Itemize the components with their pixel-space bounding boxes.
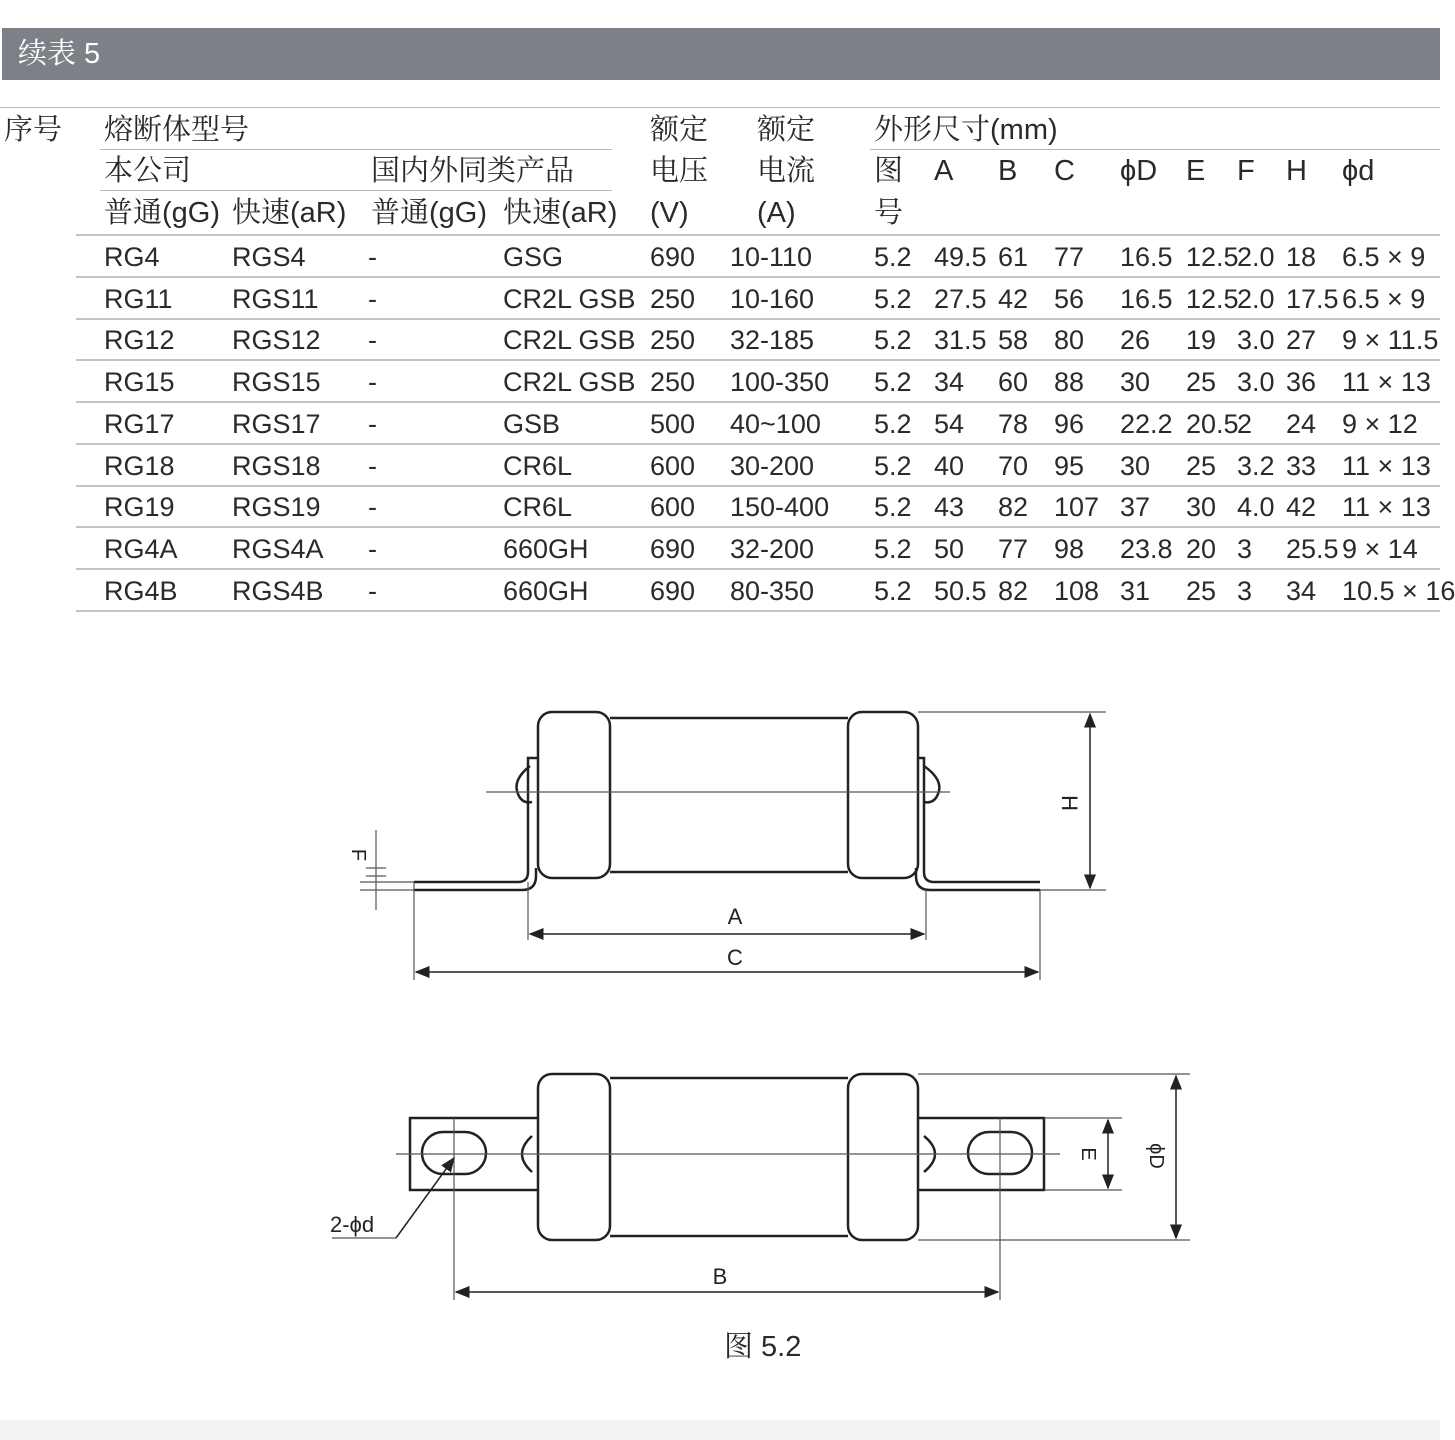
cell-dim-b: 70 bbox=[998, 450, 1029, 481]
row-divider bbox=[76, 401, 1440, 403]
cell-dim-phid-major: 30 bbox=[1120, 367, 1151, 398]
cell-dim-c: 77 bbox=[1054, 242, 1085, 272]
header-dim-phid-minor: ϕd bbox=[1342, 155, 1375, 187]
row-divider bbox=[76, 485, 1440, 487]
cell-similar-normal: - bbox=[368, 533, 377, 564]
header-rule-dims bbox=[870, 149, 1440, 150]
cell-voltage: 250 bbox=[650, 325, 696, 356]
cell-dim-phid-major: 26 bbox=[1120, 325, 1151, 356]
cell-fast-ar: RGS18 bbox=[232, 450, 321, 481]
cell-current: 32-200 bbox=[730, 533, 815, 564]
cell-dim-e: 30 bbox=[1186, 492, 1217, 523]
cell-dim-f: 2 bbox=[1237, 408, 1253, 439]
side-end-cap-right bbox=[848, 712, 918, 878]
header-rule-model bbox=[100, 149, 612, 150]
cell-voltage: 600 bbox=[650, 492, 696, 523]
cell-fast-ar: RGS4 bbox=[232, 242, 306, 272]
fuse-drawing bbox=[300, 690, 1200, 1320]
header-voltage-unit: (V) bbox=[650, 197, 689, 229]
cell-dim-e: 25 bbox=[1186, 367, 1217, 398]
cell-similar-fast: CR6L bbox=[503, 450, 573, 481]
cell-dim-f: 3 bbox=[1237, 533, 1253, 564]
header-similar-products: 国内外同类产品 bbox=[371, 155, 575, 187]
header-dim-e: E bbox=[1186, 155, 1206, 187]
cell-dim-phid-minor: 9 × 12 bbox=[1342, 408, 1418, 439]
cell-fig: 5.2 bbox=[874, 242, 912, 272]
cell-dim-b: 78 bbox=[998, 408, 1029, 439]
side-tag-left-inner bbox=[414, 868, 536, 890]
cell-dim-phid-major: 22.2 bbox=[1120, 408, 1173, 439]
label-h: H bbox=[1057, 795, 1082, 811]
row-divider bbox=[76, 443, 1440, 445]
figure-caption: 图 5.2 bbox=[724, 1331, 802, 1363]
cell-dim-phid-minor: 6.5 × 9 bbox=[1342, 283, 1426, 314]
side-bump-left bbox=[517, 766, 533, 802]
header-fig-2: 号 bbox=[874, 197, 904, 229]
cell-fast-ar: RGS4A bbox=[232, 533, 324, 564]
cell-dim-b: 58 bbox=[998, 325, 1029, 356]
cell-similar-normal: - bbox=[368, 367, 377, 398]
label-c: C bbox=[727, 945, 743, 970]
cell-dim-a: 40 bbox=[934, 450, 965, 481]
cell-dim-phid-minor: 11 × 13 bbox=[1342, 367, 1431, 398]
cell-dim-h: 25.5 bbox=[1286, 533, 1339, 564]
header-voltage-2: 电压 bbox=[650, 155, 709, 187]
cell-normal-gg: RG18 bbox=[104, 450, 175, 481]
cell-normal-gg: RG17 bbox=[104, 408, 175, 439]
cell-current: 80-350 bbox=[730, 575, 815, 606]
cell-dim-f: 4.0 bbox=[1237, 492, 1275, 523]
header-similar-fast-ar: 快速(aR) bbox=[503, 197, 618, 229]
cell-dim-phid-minor: 10.5 × 16 bbox=[1342, 575, 1455, 606]
table-title-bar bbox=[2, 28, 1440, 80]
hole-leader bbox=[396, 1158, 454, 1238]
cell-dim-c: 98 bbox=[1054, 533, 1085, 564]
cell-dim-e: 25 bbox=[1186, 450, 1217, 481]
cell-dim-phid-major: 16.5 bbox=[1120, 242, 1173, 272]
cell-dim-phid-major: 23.8 bbox=[1120, 533, 1173, 564]
cell-dim-c: 107 bbox=[1054, 492, 1100, 523]
cell-normal-gg: RG4 bbox=[104, 242, 160, 272]
top-end-cap-right bbox=[848, 1074, 918, 1240]
cell-dim-e: 20 bbox=[1186, 533, 1217, 564]
cell-dim-b: 77 bbox=[998, 533, 1029, 564]
table-header-rule bbox=[76, 234, 1440, 236]
header-seq: 序号 bbox=[4, 114, 63, 146]
cell-dim-e: 12.5 bbox=[1186, 242, 1239, 272]
row-divider bbox=[76, 526, 1440, 528]
cell-dim-f: 3 bbox=[1237, 575, 1253, 606]
cell-dim-phid-major: 30 bbox=[1120, 450, 1151, 481]
cell-fast-ar: RGS4B bbox=[232, 575, 324, 606]
header-current-2: 电流 bbox=[757, 155, 816, 187]
header-normal-gg: 普通(gG) bbox=[104, 197, 221, 229]
cell-similar-normal: - bbox=[368, 492, 377, 523]
header-dimensions: 外形尺寸(mm) bbox=[874, 114, 1058, 146]
label-a: A bbox=[727, 904, 743, 929]
cell-dim-e: 20.5 bbox=[1186, 408, 1239, 439]
cell-similar-fast: GSB bbox=[503, 408, 561, 439]
cell-dim-f: 3.2 bbox=[1237, 450, 1275, 481]
cell-voltage: 500 bbox=[650, 408, 696, 439]
cell-current: 100-350 bbox=[730, 367, 830, 398]
cell-fast-ar: RGS17 bbox=[232, 408, 321, 439]
cell-fast-ar: RGS19 bbox=[232, 492, 321, 523]
cell-dim-e: 25 bbox=[1186, 575, 1217, 606]
cell-similar-fast: 660GH bbox=[503, 575, 589, 606]
cell-dim-a: 50.5 bbox=[934, 575, 987, 606]
header-fuse-model: 熔断体型号 bbox=[104, 114, 250, 146]
header-current-1: 额定 bbox=[757, 114, 816, 146]
cell-voltage: 690 bbox=[650, 242, 696, 272]
label-e: E bbox=[1077, 1147, 1099, 1161]
cell-dim-e: 12.5 bbox=[1186, 283, 1239, 314]
cell-dim-f: 2.0 bbox=[1237, 283, 1275, 314]
cell-dim-b: 61 bbox=[998, 242, 1029, 272]
cell-similar-normal: - bbox=[368, 575, 377, 606]
cell-current: 10-160 bbox=[730, 283, 815, 314]
cell-similar-fast: CR2L GSB bbox=[503, 283, 636, 314]
cell-normal-gg: RG19 bbox=[104, 492, 175, 523]
cell-current: 40~100 bbox=[730, 408, 821, 439]
cell-dim-a: 34 bbox=[934, 367, 965, 398]
bottom-band bbox=[0, 1420, 1440, 1440]
cell-dim-h: 33 bbox=[1286, 450, 1317, 481]
cell-fast-ar: RGS12 bbox=[232, 325, 321, 356]
cell-normal-gg: RG15 bbox=[104, 367, 175, 398]
cell-dim-a: 54 bbox=[934, 408, 965, 439]
cell-similar-fast: 660GH bbox=[503, 533, 589, 564]
cell-voltage: 690 bbox=[650, 575, 696, 606]
cell-similar-fast: CR2L GSB bbox=[503, 325, 636, 356]
cell-fig: 5.2 bbox=[874, 575, 912, 606]
header-dim-f: F bbox=[1237, 155, 1255, 187]
row-divider bbox=[76, 568, 1440, 570]
cell-fast-ar: RGS11 bbox=[232, 283, 319, 314]
cell-dim-f: 3.0 bbox=[1237, 325, 1275, 356]
cell-dim-phid-minor: 9 × 14 bbox=[1342, 533, 1418, 564]
cell-similar-normal: - bbox=[368, 450, 377, 481]
cell-dim-h: 18 bbox=[1286, 242, 1317, 272]
row-divider bbox=[76, 318, 1440, 320]
cell-dim-h: 17.5 bbox=[1286, 283, 1339, 314]
header-fast-ar: 快速(aR) bbox=[232, 197, 347, 229]
cell-dim-f: 3.0 bbox=[1237, 367, 1275, 398]
cell-dim-phid-major: 37 bbox=[1120, 492, 1151, 523]
cell-dim-b: 60 bbox=[998, 367, 1029, 398]
cell-voltage: 250 bbox=[650, 283, 696, 314]
table-title: 续表 5 bbox=[18, 38, 101, 70]
cell-normal-gg: RG4B bbox=[104, 575, 178, 606]
header-rule-sub bbox=[100, 190, 612, 191]
header-dim-b: B bbox=[998, 155, 1018, 187]
label-f: F bbox=[347, 848, 369, 862]
cell-fast-ar: RGS15 bbox=[232, 367, 321, 398]
cell-dim-phid-minor: 11 × 13 bbox=[1342, 450, 1431, 481]
cell-current: 32-185 bbox=[730, 325, 815, 356]
header-dim-c: C bbox=[1054, 155, 1075, 187]
cell-voltage: 250 bbox=[650, 367, 696, 398]
cell-fig: 5.2 bbox=[874, 325, 912, 356]
cell-dim-a: 49.5 bbox=[934, 242, 987, 272]
header-dim-a: A bbox=[934, 155, 954, 187]
cell-current: 150-400 bbox=[730, 492, 830, 523]
label-phid-major: ϕD bbox=[1145, 1143, 1167, 1169]
cell-fig: 5.2 bbox=[874, 283, 912, 314]
cell-normal-gg: RG12 bbox=[104, 325, 175, 356]
cell-dim-b: 82 bbox=[998, 575, 1029, 606]
cell-dim-b: 42 bbox=[998, 283, 1029, 314]
header-fig-1: 图 bbox=[874, 155, 904, 187]
cell-normal-gg: RG4A bbox=[104, 533, 178, 564]
cell-fig: 5.2 bbox=[874, 450, 912, 481]
cell-current: 30-200 bbox=[730, 450, 815, 481]
cell-current: 10-110 bbox=[730, 242, 813, 272]
row-divider bbox=[76, 276, 1440, 278]
side-bump-right bbox=[924, 766, 939, 802]
label-b: B bbox=[712, 1264, 728, 1289]
cell-dim-f: 2.0 bbox=[1237, 242, 1275, 272]
cell-dim-a: 43 bbox=[934, 492, 965, 523]
cell-dim-c: 88 bbox=[1054, 367, 1085, 398]
cell-dim-c: 96 bbox=[1054, 408, 1085, 439]
cell-dim-phid-major: 31 bbox=[1120, 575, 1151, 606]
label-hole: 2-ϕd bbox=[330, 1212, 375, 1237]
cell-fig: 5.2 bbox=[874, 533, 912, 564]
cell-fig: 5.2 bbox=[874, 367, 912, 398]
cell-similar-normal: - bbox=[368, 242, 377, 272]
header-dim-h: H bbox=[1286, 155, 1307, 187]
cell-voltage: 600 bbox=[650, 450, 696, 481]
cell-dim-a: 50 bbox=[934, 533, 965, 564]
cell-dim-c: 95 bbox=[1054, 450, 1085, 481]
cell-dim-h: 27 bbox=[1286, 325, 1317, 356]
header-similar-normal-gg: 普通(gG) bbox=[371, 197, 488, 229]
cell-dim-e: 19 bbox=[1186, 325, 1217, 356]
cell-dim-h: 36 bbox=[1286, 367, 1317, 398]
cell-dim-phid-minor: 11 × 13 bbox=[1342, 492, 1431, 523]
row-divider bbox=[76, 610, 1440, 612]
header-top-rule bbox=[0, 107, 1440, 108]
cell-dim-a: 27.5 bbox=[934, 283, 987, 314]
cell-similar-fast: CR6L bbox=[503, 492, 573, 523]
side-end-cap-left bbox=[538, 712, 610, 878]
cell-dim-a: 31.5 bbox=[934, 325, 987, 356]
cell-fig: 5.2 bbox=[874, 408, 912, 439]
cell-similar-fast: CR2L GSB bbox=[503, 367, 636, 398]
header-voltage-1: 额定 bbox=[650, 114, 709, 146]
cell-dim-phid-minor: 9 × 11.5 bbox=[1342, 325, 1439, 356]
cell-dim-c: 56 bbox=[1054, 283, 1085, 314]
cell-dim-b: 82 bbox=[998, 492, 1029, 523]
cell-dim-h: 34 bbox=[1286, 575, 1317, 606]
cell-similar-normal: - bbox=[368, 408, 377, 439]
cell-fig: 5.2 bbox=[874, 492, 912, 523]
cell-similar-normal: - bbox=[368, 283, 377, 314]
header-current-unit: (A) bbox=[757, 197, 796, 229]
cell-dim-phid-major: 16.5 bbox=[1120, 283, 1173, 314]
cell-voltage: 690 bbox=[650, 533, 696, 564]
cell-dim-h: 42 bbox=[1286, 492, 1317, 523]
top-end-cap-left bbox=[538, 1074, 610, 1240]
side-tag-right-inner bbox=[916, 868, 1040, 890]
cell-dim-c: 80 bbox=[1054, 325, 1085, 356]
header-own-company: 本公司 bbox=[104, 155, 192, 187]
header-dim-phid-major: ϕD bbox=[1120, 155, 1158, 187]
cell-dim-c: 108 bbox=[1054, 575, 1100, 606]
cell-normal-gg: RG11 bbox=[104, 283, 173, 314]
cell-similar-normal: - bbox=[368, 325, 377, 356]
row-divider bbox=[76, 359, 1440, 361]
cell-dim-phid-minor: 6.5 × 9 bbox=[1342, 242, 1426, 272]
cell-dim-h: 24 bbox=[1286, 408, 1317, 439]
cell-similar-fast: GSG bbox=[503, 242, 564, 272]
